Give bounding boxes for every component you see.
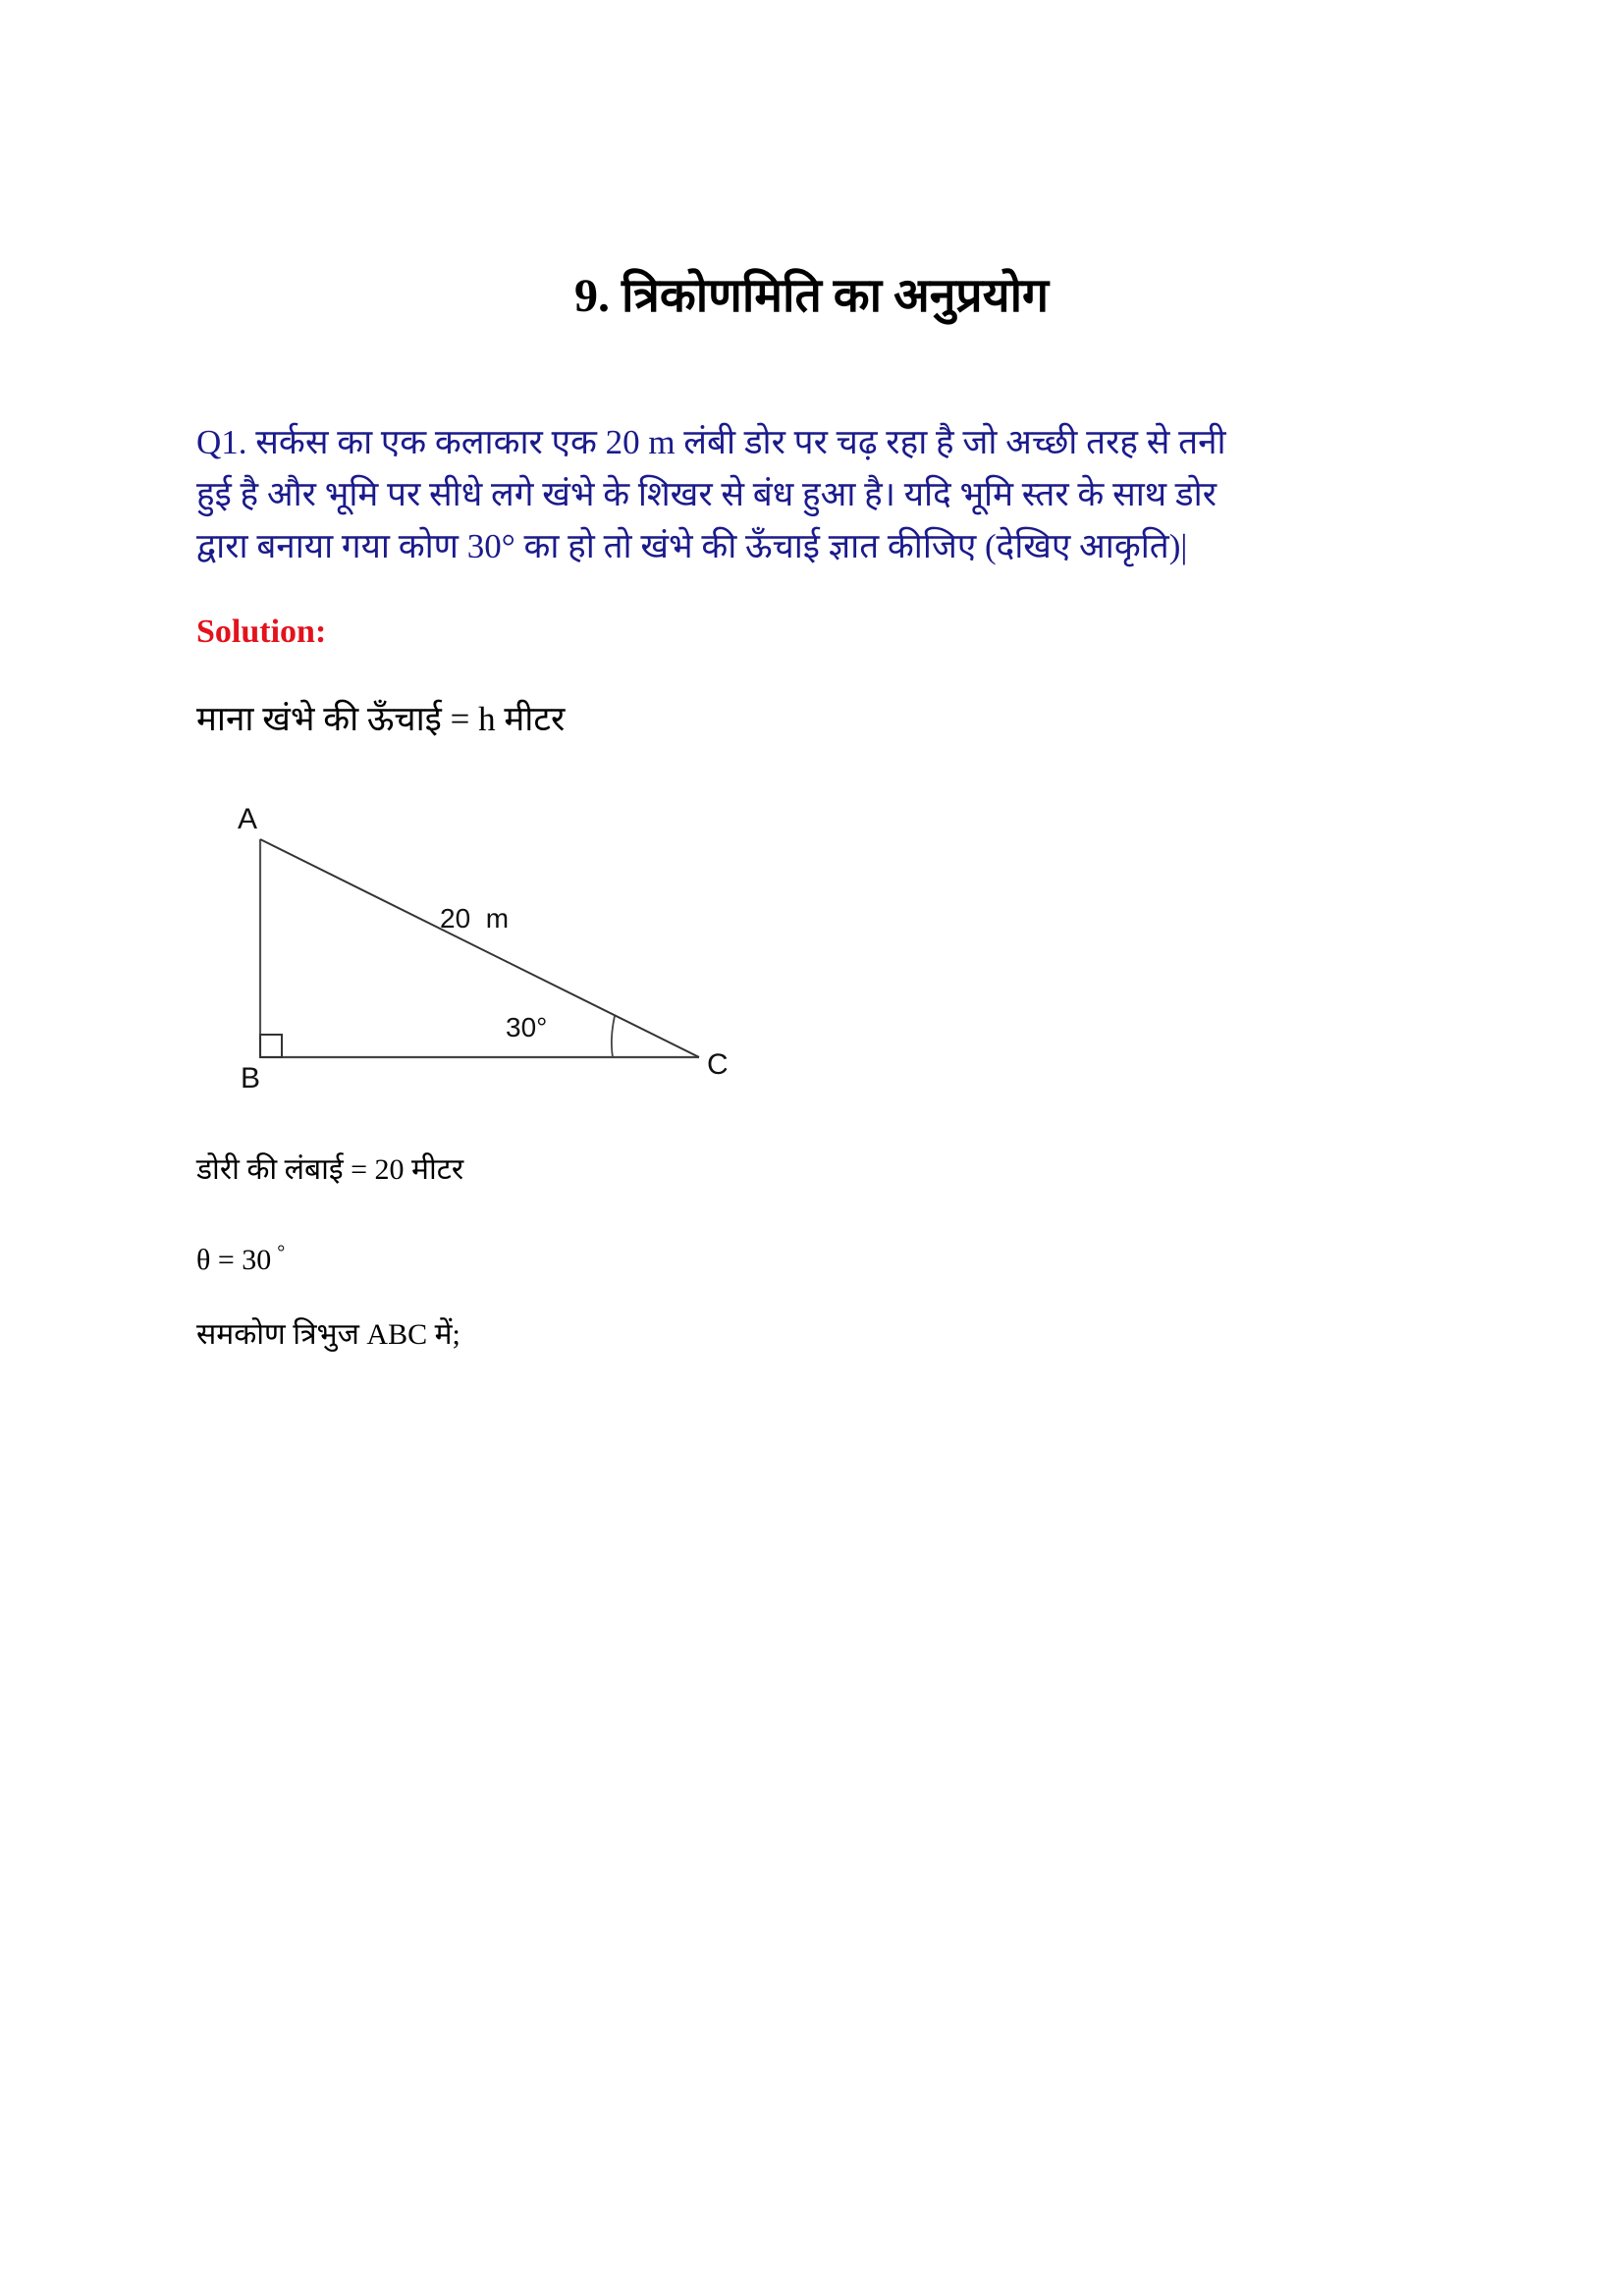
hypotenuse-length-label: 20 m (440, 903, 510, 934)
right-angle-marker (260, 1035, 282, 1057)
right-triangle-diagram (216, 785, 766, 1119)
vertex-label-a: A (238, 803, 258, 835)
question-line-3: द्वारा बनाया गया कोण 30° का हो तो खंभे की ऊँचाई ज्ञात कीजिए (देखिए आकृति)| (196, 527, 1188, 565)
chapter-title: 9. त्रिकोणमिति का अनुप्रयोग (573, 270, 1050, 323)
side-ac-hypotenuse (260, 839, 699, 1057)
question-line-1: Q1. सर्कस का एक कलाकार एक 20 m लंबी डोर पर चढ़ रहा है जो अच्छी तरह से तनी (196, 423, 1226, 461)
degree-symbol: ° (277, 1242, 286, 1263)
vertex-label-b: B (241, 1062, 261, 1095)
angle-arc (612, 1016, 615, 1057)
rope-length-statement: डोरी की लंबाई = 20 मीटर (196, 1153, 464, 1186)
triangle-figure (216, 785, 766, 1119)
question-block (196, 416, 1414, 572)
question-line-2: हुई है और भूमि पर सीधे लगे खंभे के शिखर से बंध हुआ है। यदि भूमि स्तर के साथ डोर (196, 475, 1217, 513)
assumption-line: माना खंभे की ऊँचाई = h मीटर (196, 700, 566, 738)
angle-value-label: 30° (506, 1012, 548, 1042)
solution-heading: Solution: (196, 614, 327, 650)
theta-value: θ = 30 (196, 1244, 272, 1276)
vertex-label-c: C (707, 1048, 729, 1081)
triangle-statement: समकोण त्रिभुज ABC में; (196, 1318, 460, 1351)
theta-statement (196, 1233, 285, 1280)
